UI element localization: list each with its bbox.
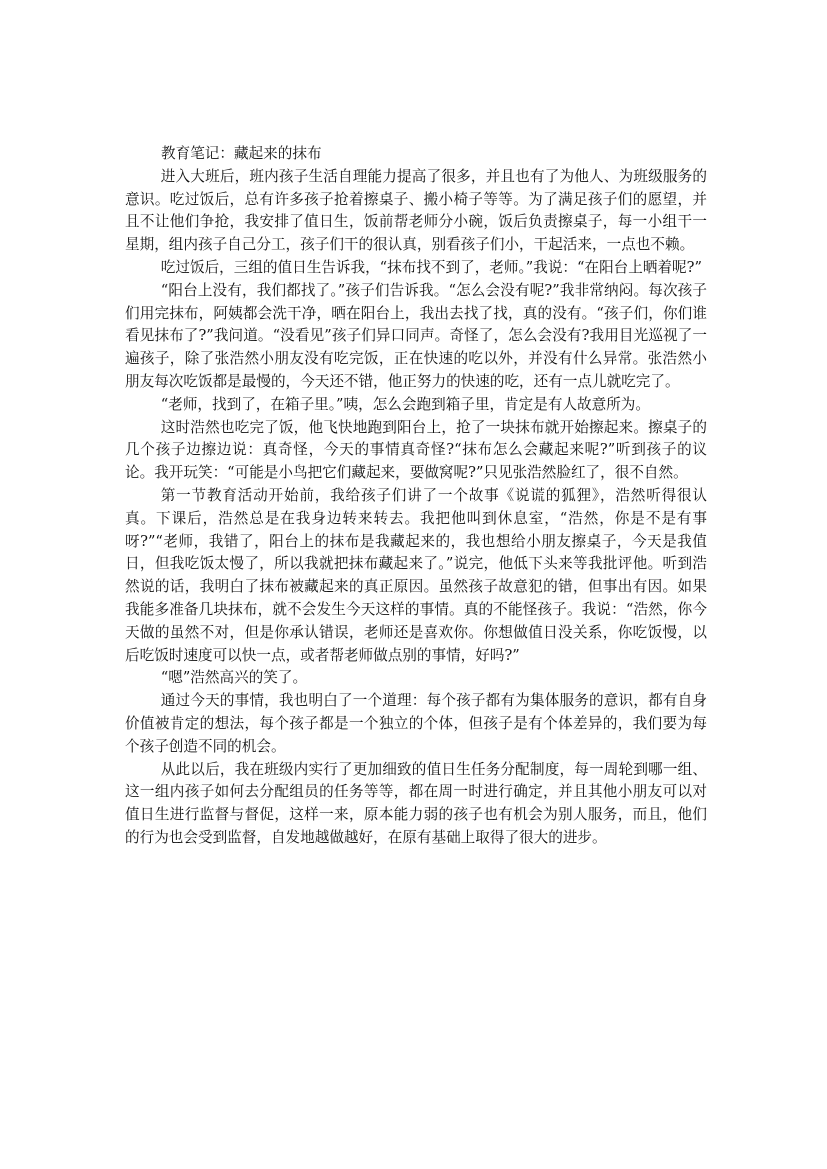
paragraph-8: 通过今天的事情，我也明白了一个道理：每个孩子都有为集体服务的意识，都有自身价值被肯定的想法，每个孩子都是一个独立的个体，但孩子是有个体差异的，我们要为每个孩子创造不同的机会。 (125, 692, 707, 755)
document-title: 教育笔记：藏起来的抹布 (161, 145, 322, 162)
paragraph-9: 从此以后，我在班级内实行了更加细致的值日生任务分配制度，每一周轮到哪一组、这一组内孩子如何去分配组员的任务等等，都在周一时进行确定，并且其他小朋友可以对值日生进行监督与督促，这样一来，原本能力弱的孩子也有机会为别人服务，而且，他们的行为也会受到监督，自发地越做越好，在原有基础上取得了很大的进步。 (125, 760, 707, 846)
paragraph-3: “阳台上没有，我们都找了。”孩子们告诉我。“怎么会没有呢?”我非常纳闷。每次孩子们用完抹布，阿姨都会洗干净，晒在阳台上，我出去找了找，真的没有。“孩子们，你们谁看见抹布了?”我问道。“没看见”孩子们异口同声。奇怪了，怎么会没有?我用目光巡视了一遍孩子，除了张浩然小朋友没有吃完饭，正在快速的吃以外，并没有什么异常。张浩然小朋友每次吃饭都是最慢的，今天还不错，他正努力的快速的吃，还有一点儿就吃完了。 (125, 281, 707, 390)
paragraph-1: 进入大班后，班内孩子生活自理能力提高了很多，并且也有了为他人、为班级服务的意识。吃过饭后，总有许多孩子抢着擦桌子、搬小椅子等等。为了满足孩子们的愿望，并且不让他们争抢，我安排了值日生，饭前帮老师分小碗，饭后负责擦桌子，每一小组干一星期，组内孩子自己分工，孩子们干的很认真，别看孩子们小，干起活来，一点也不赖。 (125, 167, 707, 254)
paragraph-2: 吃过饭后，三组的值日生告诉我，“抹布找不到了，老师。”我说：“在阳台上晒着呢?” (160, 258, 702, 276)
paragraph-7: “嗯”浩然高兴的笑了。 (160, 669, 308, 687)
paragraph-5: 这时浩然也吃完了饭，他飞快地跑到阳台上，抢了一块抹布就开始擦起来。擦桌子的几个孩子边擦边说：真奇怪，今天的事情真奇怪?“抹布怎么会藏起来呢?”听到孩子的议论。我开玩笑：“可能是小鸟把它们藏起来，要做窝呢?”只见张浩然脸红了，很不自然。 (125, 418, 707, 482)
paragraph-4: “老师，找到了，在箱子里。”咦，怎么会跑到箱子里，肯定是有人故意所为。 (160, 395, 650, 413)
paragraph-6: 第一节教育活动开始前，我给孩子们讲了一个故事《说谎的狐狸》，浩然听得很认真。下课后，浩然总是在我身边转来转去。我把他叫到休息室，“浩然，你是不是有事呀?”“老师，我错了，阳台上的抹布是我藏起来的，我也想给小朋友擦桌子，今天是我值日，但我吃饭太慢了，所以我就把抹布藏起来了。”说完，他低下头来等我批评他。听到浩然说的话，我明白了抹布被藏起来的真正原因。虽然孩子故意犯的错，但事出有因。如果我能多准备几块抹布，就不会发生今天这样的事情。真的不能怪孩子。我说：“浩然，你今天做的虽然不对，但是你承认错误，老师还是喜欢你。你想做值日没关系，你吃饭慢，以后吃饭时速度可以快一点，或者帮老师做点别的事情，好吗?” (125, 486, 707, 664)
document-body (125, 143, 707, 850)
